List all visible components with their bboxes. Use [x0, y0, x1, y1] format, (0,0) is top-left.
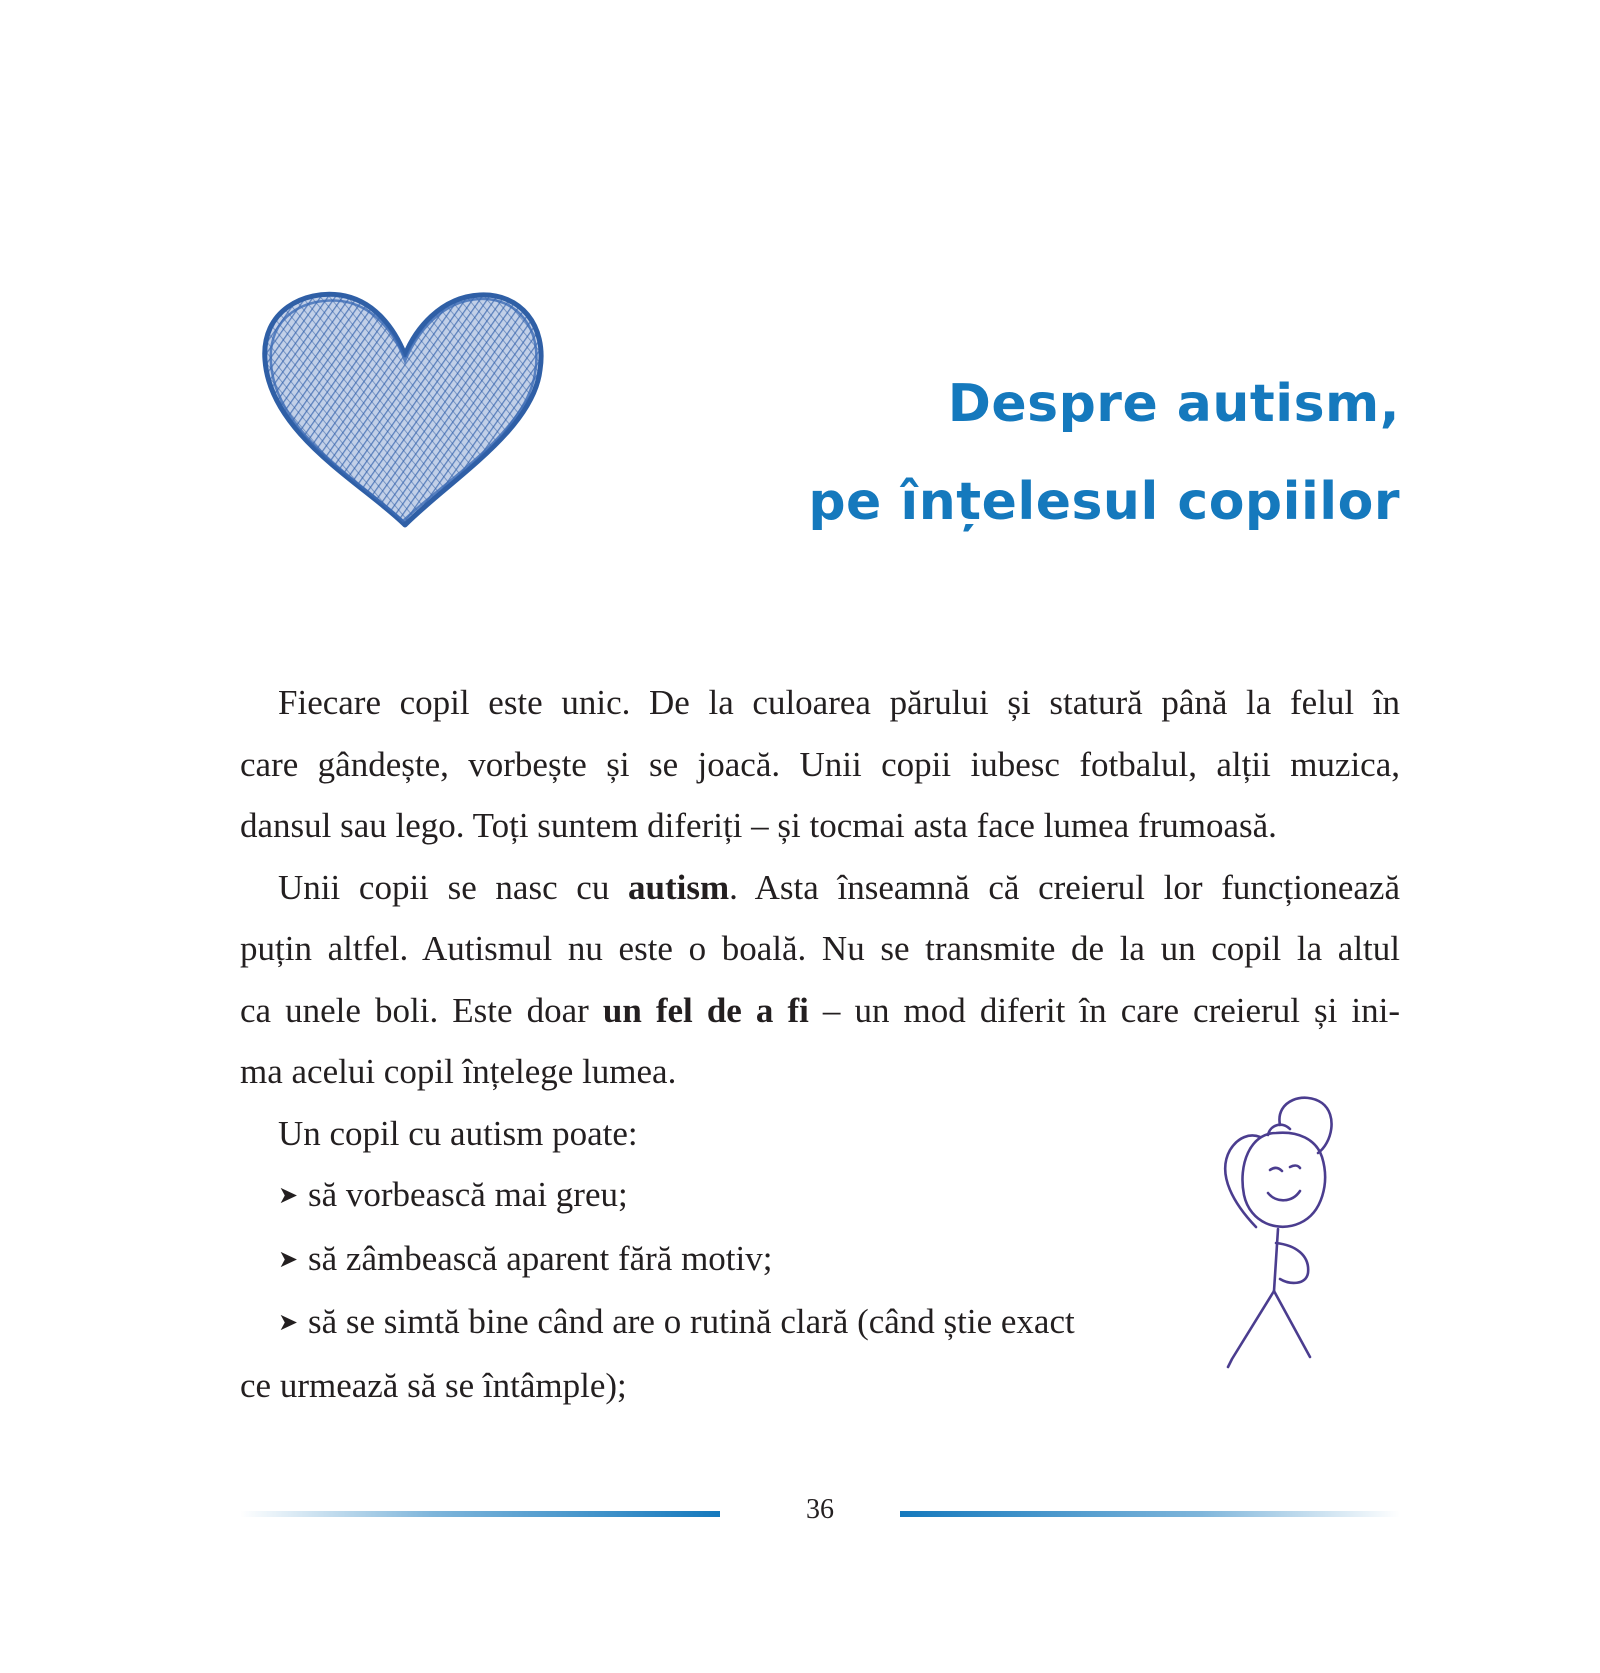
arrow-bullet-icon: ➤ — [278, 1183, 299, 1209]
stick-figure-drawing — [1210, 1095, 1360, 1385]
page-title — [808, 355, 1400, 551]
paragraph-1-line-1: Fiecare copil este unic. De la culoarea părului și statură până la felul în — [278, 683, 1400, 722]
list-item-continuation: ce urmează să se întâmple); — [240, 1365, 627, 1405]
paragraph-2-line-4: ma acelui copil înțelege lumea. — [240, 1052, 677, 1091]
arrow-bullet-icon: ➤ — [278, 1310, 299, 1336]
arrow-bullet-icon: ➤ — [278, 1246, 299, 1273]
title-line-2: pe înțelesul copiilor — [808, 472, 1400, 532]
paragraph-2-text-a: Unii copii se nasc cu — [278, 867, 629, 907]
list-item-text: să se simtă bine când are o rutină clară (când știe exact — [308, 1302, 1075, 1341]
paragraph-1-line-2: care gândește, vorbește și se joacă. Unii copii iubesc fotbalul, alții muzica, — [240, 744, 1400, 784]
paragraph-2-line-1 — [240, 857, 1400, 919]
paragraph-1-line-3: dansul sau lego. Toți suntem diferiți – și tocmai asta face lumea frumoasă. — [240, 806, 1277, 845]
list-item-text: să vorbească mai greu; — [308, 1175, 628, 1214]
title-line-1: Despre autism, — [947, 374, 1400, 434]
paragraph-2-line-2: puțin altfel. Autismul nu este o boală. Nu se transmite de la un copil la altul — [240, 929, 1400, 968]
list-intro: Un copil cu autism poate: — [278, 1113, 638, 1153]
footer-divider-left — [240, 1511, 720, 1517]
paragraph-2-line-3-c: – un mod diferit în care creierul și ini- — [808, 990, 1400, 1030]
paragraph-2-line-3-a: ca unele boli. Este doar — [240, 990, 603, 1030]
page-number: 36 — [806, 1494, 834, 1525]
autism-bold-term: autism — [628, 867, 730, 907]
paragraph-2-line-3 — [240, 980, 1400, 1042]
footer-divider-right — [900, 1511, 1400, 1517]
paragraph-2-text-c: . Asta înseamnă că creierul lor funcționează — [729, 867, 1400, 907]
crayon-heart-icon — [255, 285, 555, 550]
list-item-text: să zâmbească aparent fără motiv; — [308, 1238, 773, 1278]
fel-de-a-fi-bold-term: un fel de a fi — [602, 990, 809, 1030]
